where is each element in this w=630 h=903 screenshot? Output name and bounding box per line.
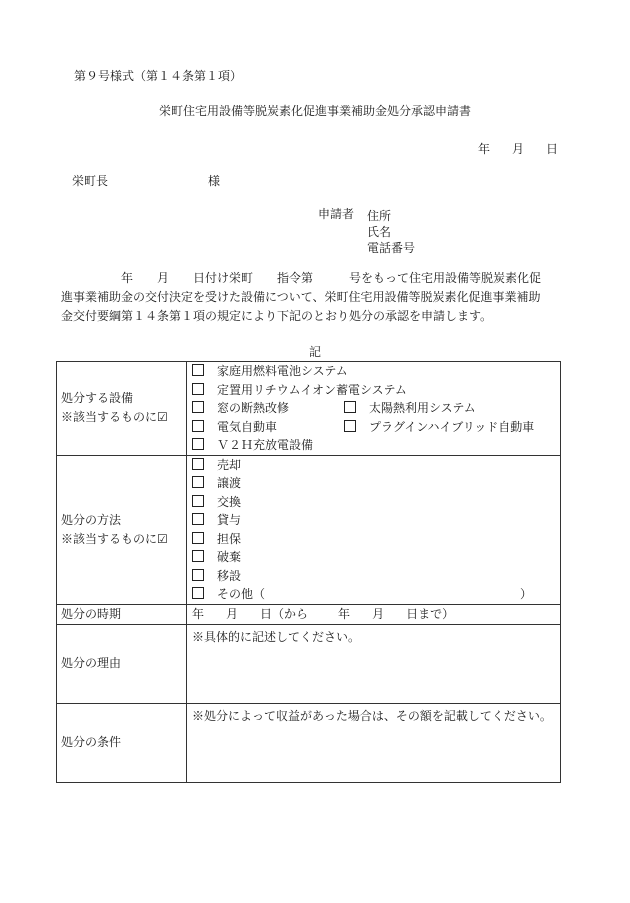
addressee (72, 175, 220, 187)
method-options (187, 455, 561, 604)
checkbox[interactable] (192, 364, 204, 376)
checkbox[interactable] (192, 401, 204, 413)
timing-month2: 月 (372, 606, 385, 621)
checkmark-icon: ☑ (157, 410, 168, 425)
body-text-line: 金交付要綱第１４条第１項の規定により下記のとおり処分の承認を申請します。 (61, 309, 493, 323)
option-label: 太陽熱利用システム (369, 401, 476, 415)
applicant-fields (367, 208, 415, 256)
checkbox[interactable] (192, 532, 204, 544)
checkbox[interactable] (192, 458, 204, 470)
method-row (57, 455, 561, 604)
applicant-address-label: 住所 (367, 209, 392, 223)
option-row (192, 530, 560, 549)
timing-label: 処分の時期 (57, 604, 187, 624)
date-year: 年 (478, 142, 491, 156)
option-label: 担保 (217, 531, 242, 546)
conditions-note: ※処分によって収益があった場合は、その額を記載してください。 (192, 708, 552, 723)
date-month: 月 (512, 142, 525, 156)
option-label: 譲渡 (217, 476, 242, 490)
timing-row (57, 604, 561, 624)
timing-value (187, 604, 561, 624)
equipment-label-line2: ※該当するものに☑ (61, 410, 168, 425)
option-row (192, 548, 560, 567)
checkbox[interactable] (192, 476, 204, 488)
equipment-label-line1: 処分する設備 (61, 391, 134, 406)
ki-heading: 記 (308, 345, 321, 359)
checkbox[interactable] (192, 513, 204, 525)
checkbox[interactable] (192, 495, 204, 507)
disposal-table (56, 361, 561, 783)
option-row (192, 436, 560, 455)
applicant-label: 申請者 (318, 207, 355, 221)
option-row (192, 567, 560, 586)
addressee-name: 栄町長 (72, 174, 109, 188)
method-label (57, 455, 187, 604)
page-title: 栄町住宅用設備等脱炭素化促進事業補助金処分承認申請書 (158, 104, 471, 118)
body-text-line: 年 月 日付け栄町 指令第 号をもって住宅用設備等脱炭素化促 (61, 271, 542, 285)
option-row (192, 381, 560, 400)
body-text (61, 269, 577, 326)
date-line (478, 143, 558, 155)
option-label: 売却 (217, 457, 242, 472)
reason-note: ※具体的に記述してください。 (192, 629, 361, 644)
reason-label: 処分の理由 (57, 624, 187, 703)
option-row (192, 399, 560, 418)
option-label: 電気自動車 (217, 419, 278, 434)
body-text-line: 進事業補助金の交付決定を受けた設備について、栄町住宅用設備等脱炭素化促進事業補助 (61, 290, 541, 304)
option-row (192, 474, 560, 493)
timing-month: 月 (226, 606, 239, 621)
checkbox[interactable] (344, 401, 356, 413)
option-row (192, 362, 560, 381)
timing-day-to: 日まで） (406, 606, 455, 621)
equipment-options (187, 362, 561, 456)
option-label: 家庭用燃料電池システム (217, 364, 348, 378)
timing-year: 年 (192, 606, 205, 621)
option-label: 移設 (217, 568, 242, 583)
option-label: Ｖ２Ｈ充放電設備 (217, 438, 314, 452)
other-paren-close: ） (520, 587, 533, 601)
checkmark-icon: ☑ (157, 531, 168, 546)
option-row (192, 456, 560, 475)
option-label: 貸与 (217, 513, 242, 527)
timing-year2: 年 (338, 606, 351, 621)
addressee-honorific: 様 (208, 174, 221, 188)
checkbox[interactable] (192, 383, 204, 395)
checkbox[interactable] (192, 550, 204, 562)
method-label-line2: ※該当するものに☑ (61, 531, 168, 546)
option-label: 破棄 (217, 550, 242, 564)
reason-row (57, 624, 561, 703)
conditions-field[interactable] (187, 703, 561, 782)
option-col2 (344, 399, 476, 418)
option-label: その他（ (217, 587, 266, 601)
option-row-other (192, 585, 560, 604)
conditions-row (57, 703, 561, 782)
checkbox[interactable] (192, 569, 204, 581)
checkbox[interactable] (192, 587, 204, 599)
timing-day-from: 日（から (260, 606, 309, 621)
checkbox[interactable] (344, 420, 356, 432)
date-day: 日 (546, 142, 559, 156)
option-col2 (344, 418, 534, 437)
option-label: 交換 (217, 494, 242, 509)
equipment-row (57, 362, 561, 456)
option-row (192, 511, 560, 530)
conditions-label: 処分の条件 (57, 703, 187, 782)
checkbox[interactable] (192, 438, 204, 450)
method-label-line1: 処分の方法 (61, 512, 122, 527)
equipment-label (57, 362, 187, 456)
option-label: 窓の断熱改修 (217, 401, 290, 415)
form-number: 第９号様式（第１４条第１項） (74, 69, 243, 83)
option-label: プラグインハイブリッド自動車 (369, 419, 535, 434)
option-label: 定置用リチウムイオン蓄電システム (217, 382, 407, 397)
applicant-name-label: 氏名 (367, 225, 392, 239)
option-row (192, 418, 560, 437)
reason-field[interactable] (187, 624, 561, 703)
checkbox[interactable] (192, 420, 204, 432)
option-row (192, 493, 560, 512)
applicant-phone-label: 電話番号 (367, 241, 416, 255)
